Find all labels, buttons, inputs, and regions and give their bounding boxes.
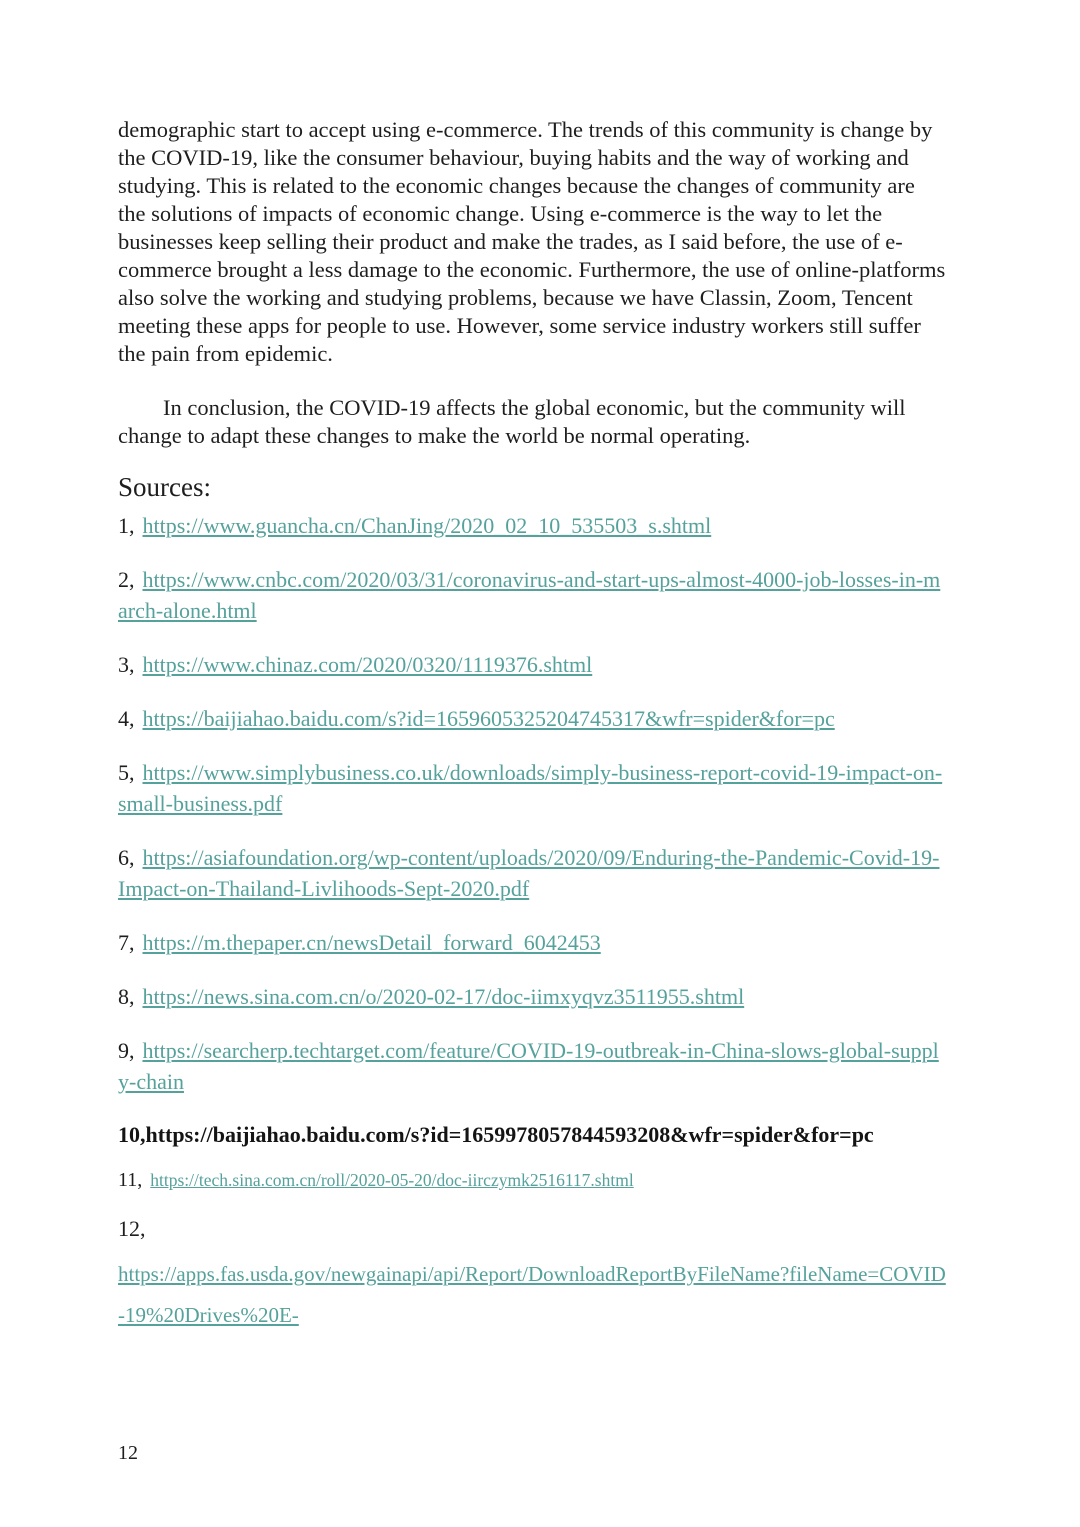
- source-number: 4,: [118, 706, 135, 731]
- source-link[interactable]: https://asiafoundation.org/wp-content/uploads/2020/09/Enduring-the-Pandemic-Covid-19-Impact-on-Thailand-Livlihoods-Sept-2020.pdf: [118, 845, 940, 901]
- source-number: 8,: [118, 984, 135, 1009]
- source-item-12: [118, 1213, 946, 1336]
- source-item-1: [118, 510, 946, 541]
- source-link[interactable]: https://www.cnbc.com/2020/03/31/coronavirus-and-start-ups-almost-4000-job-losses-in-march-alone.html: [118, 567, 941, 623]
- source-link[interactable]: https://www.simplybusiness.co.uk/downloads/simply-business-report-covid-19-impact-on-small-business.pdf: [118, 760, 943, 816]
- sources-list: [118, 510, 946, 1336]
- source-number: 10,: [118, 1122, 146, 1147]
- source-number: 11,: [118, 1169, 143, 1191]
- source-url-plain-text: https://baijiahao.baidu.com/s?id=1659978057844593208&wfr=spider&for=pc: [145, 1122, 874, 1147]
- sources-heading: Sources:: [118, 472, 211, 502]
- source-number: 12,: [118, 1216, 146, 1241]
- source-item-2: [118, 564, 946, 626]
- conclusion-paragraph: In conclusion, the COVID-19 affects the global economic, but the community will change to adapt these changes to make the world be normal operating.: [118, 395, 906, 448]
- source-number: 6,: [118, 845, 135, 870]
- source-item-6: [118, 842, 946, 904]
- source-number: 7,: [118, 930, 135, 955]
- source-number: 3,: [118, 652, 135, 677]
- page-number: 12: [118, 1442, 138, 1464]
- source-item-9: [118, 1035, 946, 1097]
- source-item-4: [118, 703, 946, 734]
- source-link[interactable]: https://www.chinaz.com/2020/0320/1119376.shtml: [142, 652, 593, 677]
- source-link[interactable]: https://baijiahao.baidu.com/s?id=1659605325204745317&wfr=spider&for=pc: [142, 706, 835, 731]
- source-item-3: [118, 649, 946, 680]
- source-number: 5,: [118, 760, 135, 785]
- source-link[interactable]: https://searcherp.techtarget.com/feature/COVID-19-outbreak-in-China-slows-global-supply-chain: [118, 1038, 939, 1094]
- source-number: 1,: [118, 513, 135, 538]
- source-item-8: [118, 981, 946, 1012]
- source-item-11: [118, 1167, 946, 1193]
- source-item-10: [118, 1120, 946, 1149]
- source-item-5: [118, 757, 946, 819]
- source-link[interactable]: https://tech.sina.com.cn/roll/2020-05-20/doc-iirczymk2516117.shtml: [150, 1170, 634, 1190]
- source-link[interactable]: https://www.guancha.cn/ChanJing/2020_02_10_535503_s.shtml: [142, 513, 712, 538]
- source-link[interactable]: https://m.thepaper.cn/newsDetail_forward_6042453: [142, 930, 601, 955]
- source-item-7: [118, 927, 946, 958]
- body-paragraph: demographic start to accept using e-commerce. The trends of this community is change by the COVID-19, like the consumer behaviour, buying habits and the way of working and studying. This is related to the economic changes because the changes of community are the solutions of impacts of economic change. Using e-commerce is the way to let the businesses keep selling their product and make the trades, as I said before, the use of e-commerce brought a less damage to the economic. Furthermore, the use of online-platforms also solve the working and studying problems, because we have Classin, Zoom, Tencent meeting these apps for people to use. However, some service industry workers still suffer the pain from epidemic.: [118, 117, 946, 366]
- source-number: 9,: [118, 1038, 135, 1063]
- source-link[interactable]: https://apps.fas.usda.gov/newgainapi/api/Report/DownloadReportByFileName?fileName=COVID-19%20Drives%20E-: [118, 1262, 946, 1327]
- source-number: 2,: [118, 567, 135, 592]
- source-link[interactable]: https://news.sina.com.cn/o/2020-02-17/doc-iimxyqvz3511955.shtml: [142, 984, 745, 1009]
- document-content: [118, 116, 946, 1336]
